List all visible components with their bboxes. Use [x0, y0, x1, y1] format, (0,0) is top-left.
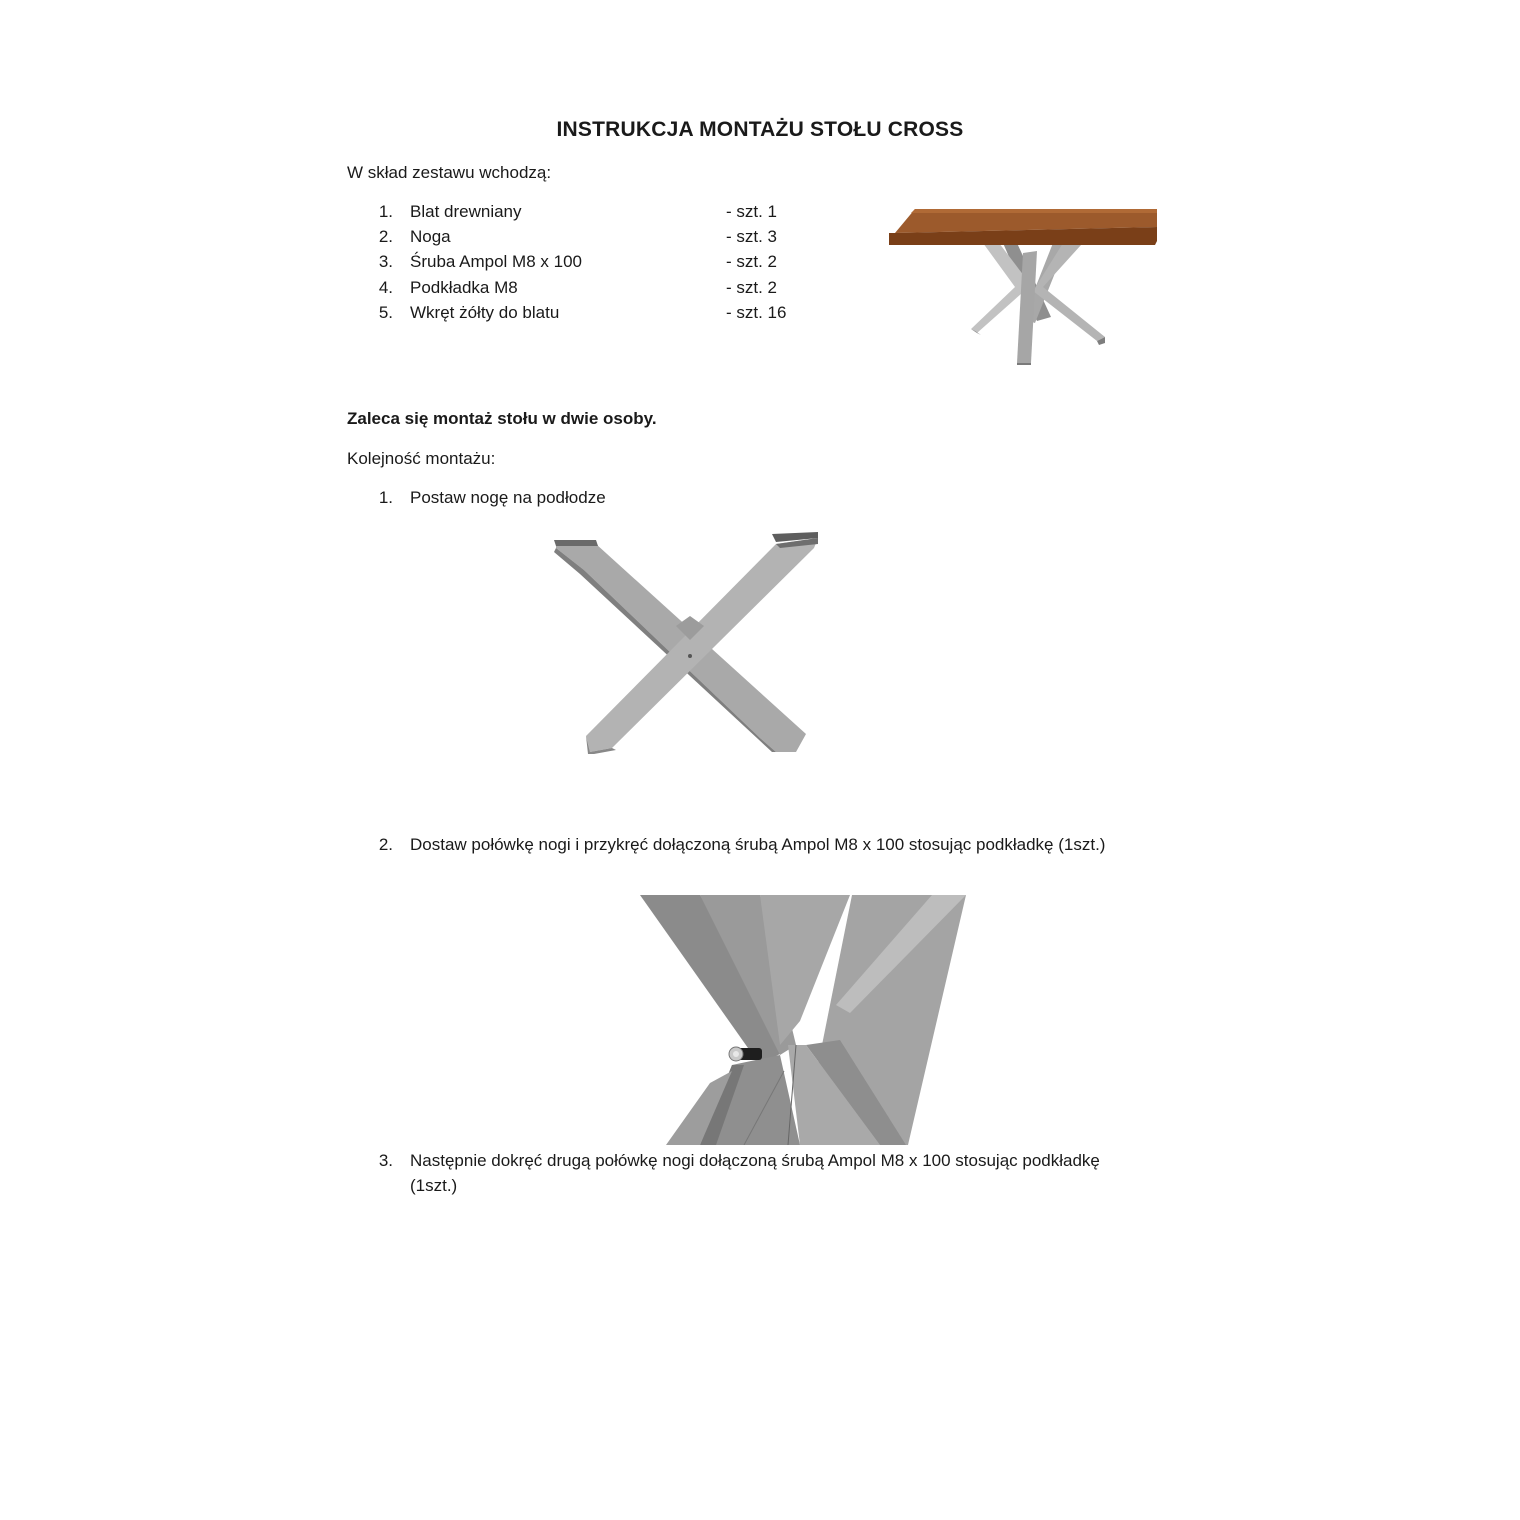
table-illustration	[885, 205, 1165, 370]
part-quantity: - szt. 3	[726, 227, 778, 246]
kit-intro: W skład zestawu wchodzą:	[347, 163, 552, 182]
leg-bolt-illustration	[640, 895, 968, 1145]
part-number: 4.	[378, 278, 393, 297]
part-number: 3.	[378, 252, 393, 271]
assembly-order-heading: Kolejność montażu:	[347, 449, 496, 468]
step-number: 2.	[378, 835, 393, 854]
step-text: Postaw nogę na podłodze	[410, 488, 606, 507]
part-number: 5.	[378, 303, 393, 322]
step-text-continuation: (1szt.)	[410, 1176, 458, 1195]
step-text: Dostaw połówkę nogi i przykręć dołączoną śrubą Ampol M8 x 100 stosując podkładkę (1szt.)	[410, 835, 1106, 854]
part-quantity: - szt. 1	[726, 202, 778, 221]
part-quantity: - szt. 16	[726, 303, 787, 322]
part-number: 2.	[378, 227, 393, 246]
leg-x-illustration	[550, 530, 825, 755]
part-number: 1.	[378, 202, 393, 221]
part-name: Śruba Ampol M8 x 100	[410, 252, 582, 271]
recommendation-note: Zaleca się montaż stołu w dwie osoby.	[347, 409, 657, 428]
step-number: 1.	[378, 488, 393, 507]
step-number: 3.	[378, 1151, 393, 1170]
part-name: Podkładka M8	[410, 278, 518, 297]
part-name: Wkręt żółty do blatu	[410, 303, 560, 322]
page-title: INSTRUKCJA MONTAŻU STOŁU CROSS	[556, 118, 964, 141]
step-text: Następnie dokręć drugą połówkę nogi dołączoną śrubą Ampol M8 x 100 stosując podkładkę	[410, 1151, 1100, 1170]
part-quantity: - szt. 2	[726, 278, 778, 297]
part-name: Blat drewniany	[410, 202, 522, 221]
part-quantity: - szt. 2	[726, 252, 778, 271]
part-name: Noga	[410, 227, 451, 246]
